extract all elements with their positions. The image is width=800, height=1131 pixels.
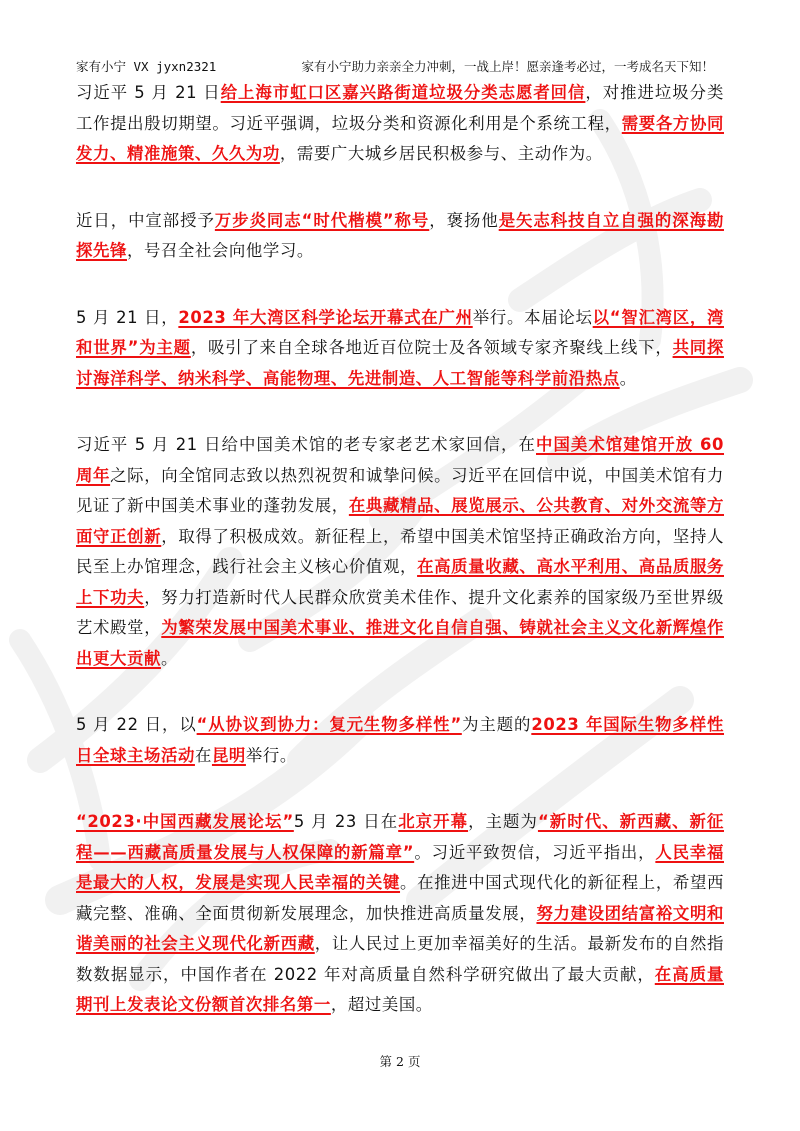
body-text: ，取得了积极成效。新征程上，希望中国美术馆坚持正确政治方向，坚持人民至上办馆理念，践行社会主义核心价值观， — [76, 526, 724, 576]
highlighted-text: 2023 年国际生物多样性日全球主场活动 — [76, 715, 725, 765]
body-text: 5 月 21 日， — [76, 307, 179, 327]
body-text: ，号召全社会向他学习。 — [126, 241, 314, 260]
highlighted-text: 共同探讨海洋科学、纳米科学、高能物理、先进制造、人工智能等科学前沿热点 — [76, 338, 724, 388]
body-text: 。 — [619, 368, 637, 388]
body-text: 5 月 22 日，以 — [76, 715, 197, 734]
body-text: 在 — [194, 745, 212, 765]
highlighted-text: “新时代、新西藏、新征程——西藏高质量发展与人权保障的新篇章” — [76, 812, 724, 862]
highlighted-text: “2023·中国西藏发展论坛” — [76, 812, 294, 831]
highlighted-text: 中国美术馆建馆开放 60 周年 — [76, 435, 725, 485]
highlighted-text: 在高质量期刊上发表论文份额首次排名第一 — [76, 964, 724, 1014]
body-text: 习近平 5 月 21 日 — [76, 83, 221, 102]
header-right-text: 家有小宁助力亲亲全力冲刺，一战上岸！愿亲逢考必过，一考成名天下知！ — [301, 59, 714, 74]
body-text: ，主题为 — [468, 812, 538, 831]
body-text: 5 月 23 日在 — [293, 812, 399, 831]
highlighted-text: 万步炎同志“时代楷模”称号 — [214, 210, 430, 230]
highlighted-text: 人民幸福是最大的人权，发展是实现人民幸福的关键 — [76, 842, 724, 892]
body-text: ，让人民过上更加幸福美好的生活。最新发布的自然指数数据显示，中国作者在 2022 年对高质量自然科学研究做出了最大贡献， — [76, 934, 724, 984]
highlighted-text: 给上海市虹口区嘉兴路街道垃圾分类志愿者回信 — [220, 83, 586, 102]
news-paragraph — [76, 430, 724, 674]
highlighted-text: 努力建设团结富裕文明和谐美丽的社会主义现代化新西藏 — [76, 903, 724, 953]
body-text: ，需要广大城乡居民积极参与、主动作为。 — [279, 144, 603, 163]
highlighted-text: 是矢志科技自立自强的深海勘探先锋 — [76, 210, 724, 260]
body-text: 。 — [160, 648, 178, 668]
header-left-text: 家有小宁 VX jyxn2321 — [76, 59, 217, 74]
body-text: ，吸引了来自全球各地近百位院士及各领域专家齐聚线上线下， — [190, 338, 673, 357]
body-text: 近日，中宣部授予 — [76, 210, 215, 230]
news-paragraph — [76, 710, 724, 771]
body-text: 举行。本届论坛 — [472, 307, 593, 327]
body-text: ，努力打造新时代人民群众欣赏美术佳作、提升文化素养的国家级乃至世界级艺术殿堂， — [76, 587, 724, 637]
body-text: 举行。 — [245, 745, 297, 765]
body-text: 。习近平致贺信，习近平指出， — [414, 842, 656, 862]
body-text: 之际，向全馆同志致以热烈祝贺和诚挚问候。习近平在回信中说，中国美术馆有力见证了新中国美术事业的蓬勃发展， — [76, 465, 724, 515]
news-paragraph — [76, 206, 724, 267]
body-text: 。在推进中国式现代化的新征程上，希望西藏完整、准确、全面贯彻新发展理念，加快推进高质量发展， — [76, 873, 724, 923]
document-body — [76, 78, 724, 1057]
highlighted-text: 为繁荣发展中国美术事业、推进文化自信自强、铸就社会主义文化新辉煌作出更大贡献 — [76, 618, 724, 668]
page-header — [0, 57, 800, 77]
highlighted-text: 昆明 — [211, 745, 246, 765]
highlighted-text: 在典藏精品、展览展示、公共教育、对外交流等方面守正创新 — [76, 496, 724, 546]
highlighted-text: 需要各方协同发力、精准施策、久久为功 — [76, 113, 724, 163]
highlighted-text: 北京开幕 — [398, 812, 469, 831]
news-paragraph — [76, 78, 724, 170]
page-number: 第 2 页 — [379, 1054, 421, 1069]
body-text: 为主题的 — [461, 715, 532, 734]
news-paragraph — [76, 303, 724, 395]
body-text: ，褒扬他 — [429, 210, 499, 230]
body-text: 习近平 5 月 21 日给中国美术馆的老专家老艺术家回信，在 — [76, 435, 536, 454]
body-text: ，对推进垃圾分类工作提出殷切期望。习近平强调，垃圾分类和资源化利用是个系统工程， — [76, 83, 724, 133]
highlighted-text: 2023 年大湾区科学论坛开幕式在广州 — [178, 307, 473, 327]
highlighted-text: “从协议到协力：复元生物多样性” — [196, 715, 462, 734]
news-paragraph — [76, 807, 724, 1021]
body-text: ，超过美国。 — [330, 995, 433, 1014]
highlighted-text: 以“智汇湾区，湾和世界”为主题 — [76, 307, 724, 357]
highlighted-text: 在高质量收藏、高水平利用、高品质服务上下功夫 — [76, 557, 724, 607]
